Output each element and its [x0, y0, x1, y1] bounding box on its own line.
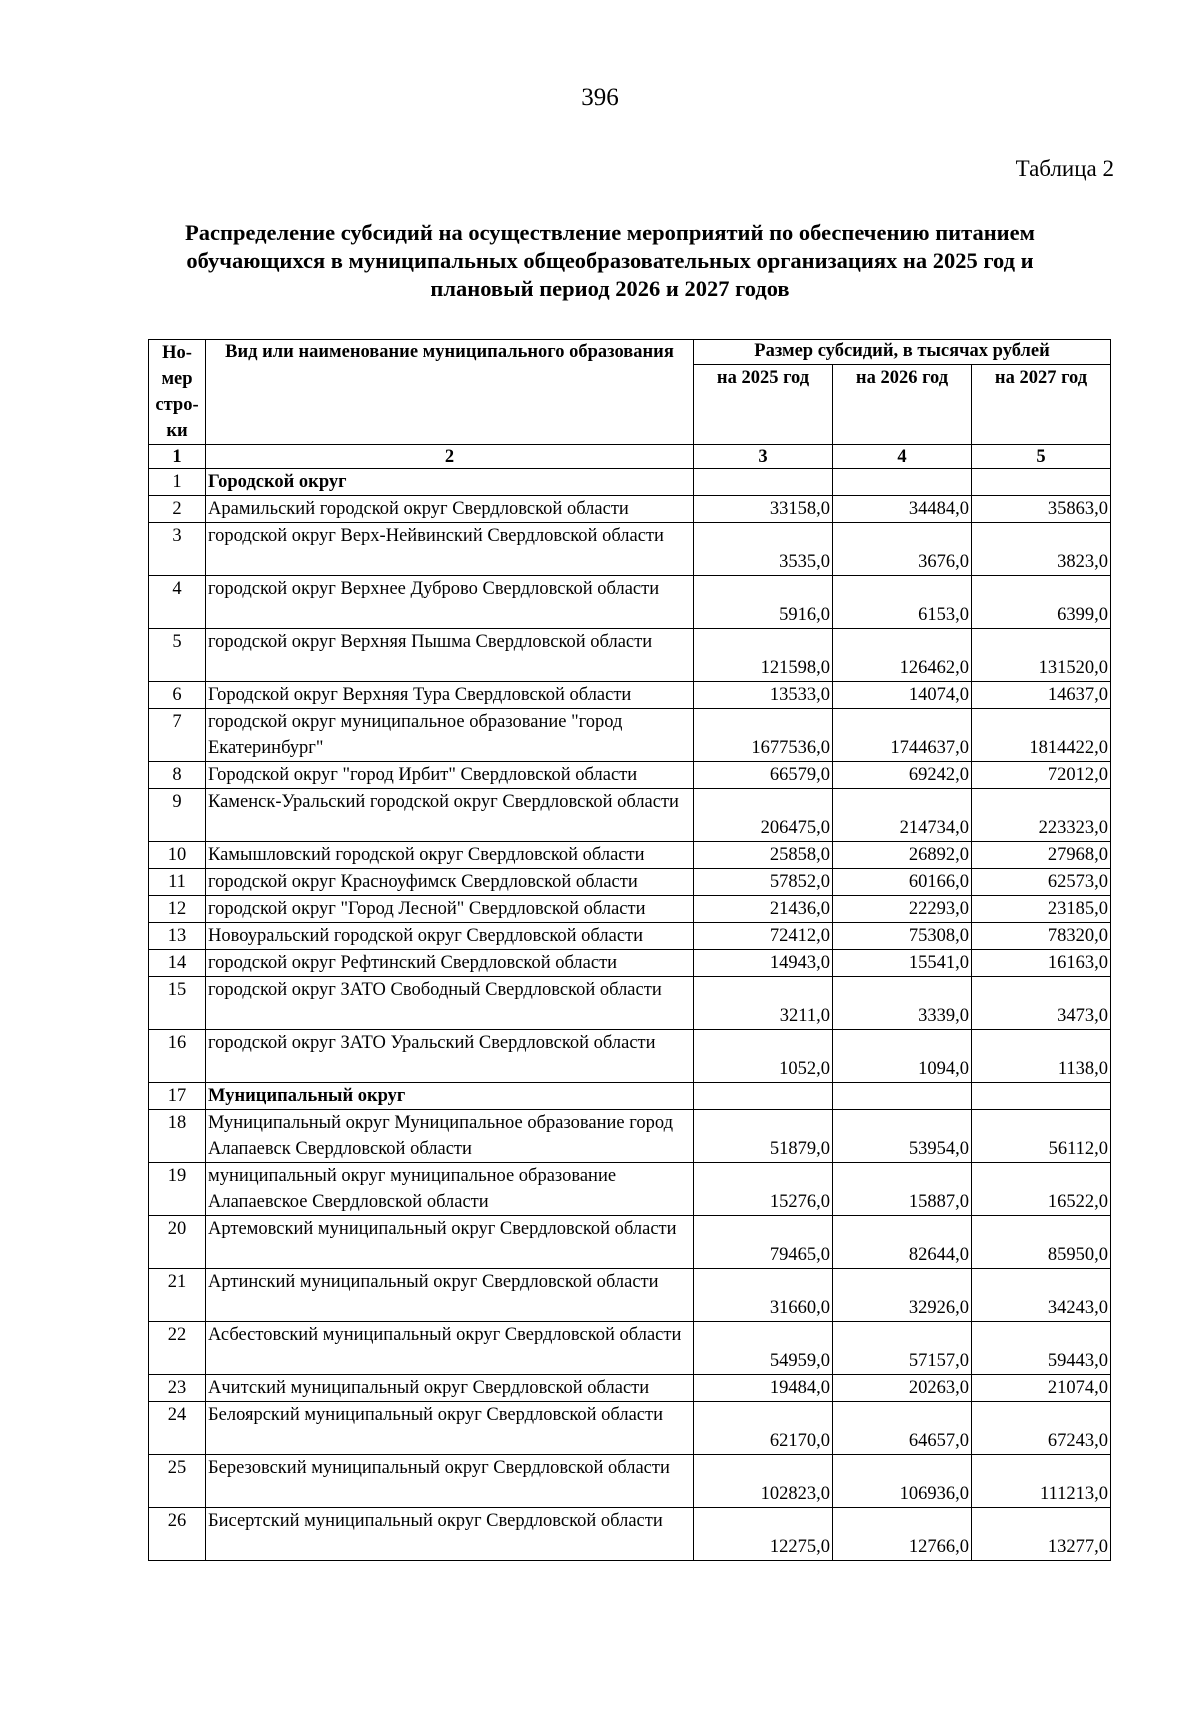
table-row [149, 1110, 1111, 1163]
table-row [149, 1322, 1111, 1375]
column-number: 4 [833, 445, 972, 469]
value-2027: 35863,0 [972, 496, 1111, 523]
municipality-name: Белоярский муниципальный округ Свердловской области [206, 1402, 694, 1455]
table-row [149, 950, 1111, 977]
table-row [149, 1402, 1111, 1455]
value-2027: 67243,0 [972, 1402, 1111, 1455]
column-number: 2 [206, 445, 694, 469]
value-2026: 69242,0 [833, 762, 972, 789]
row-number: 16 [149, 1030, 206, 1083]
value-2026: 3676,0 [833, 523, 972, 576]
municipality-name: городской округ Верх-Нейвинский Свердловской области [206, 523, 694, 576]
column-number: 3 [694, 445, 833, 469]
value-2026: 12766,0 [833, 1508, 972, 1561]
municipality-name: городской округ Верхнее Дуброво Свердловской области [206, 576, 694, 629]
value-2025: 66579,0 [694, 762, 833, 789]
row-number: 1 [149, 469, 206, 496]
section-row [149, 469, 1111, 496]
value-2026: 14074,0 [833, 682, 972, 709]
value-2025: 25858,0 [694, 842, 833, 869]
table-row [149, 842, 1111, 869]
row-number: 3 [149, 523, 206, 576]
header-amount-group: Размер субсидий, в тысячах рублей [694, 340, 1111, 365]
value-2027: 16163,0 [972, 950, 1111, 977]
table-row [149, 762, 1111, 789]
value-2027: 27968,0 [972, 842, 1111, 869]
row-number: 24 [149, 1402, 206, 1455]
value-2026: 57157,0 [833, 1322, 972, 1375]
row-number: 14 [149, 950, 206, 977]
value-2027: 223323,0 [972, 789, 1111, 842]
value-2027: 34243,0 [972, 1269, 1111, 1322]
value-2026: 82644,0 [833, 1216, 972, 1269]
municipality-name: городской округ муниципальное образование "город Екатеринбург" [206, 709, 694, 762]
value-2025: 31660,0 [694, 1269, 833, 1322]
municipality-name: Артинский муниципальный округ Свердловской области [206, 1269, 694, 1322]
value-2026: 75308,0 [833, 923, 972, 950]
table-row [149, 709, 1111, 762]
table-row [149, 1030, 1111, 1083]
row-number: 21 [149, 1269, 206, 1322]
table-row [149, 1455, 1111, 1508]
value-2026: 6153,0 [833, 576, 972, 629]
row-number: 12 [149, 896, 206, 923]
value-2026: 1094,0 [833, 1030, 972, 1083]
section-row [149, 1083, 1111, 1110]
value-2027: 21074,0 [972, 1375, 1111, 1402]
value-2026: 32926,0 [833, 1269, 972, 1322]
value-2025: 102823,0 [694, 1455, 833, 1508]
value-2026: 15887,0 [833, 1163, 972, 1216]
row-number: 17 [149, 1083, 206, 1110]
header-year-2025: на 2025 год [694, 364, 833, 444]
municipality-name: Арамильский городской округ Свердловской области [206, 496, 694, 523]
value-2026: 60166,0 [833, 869, 972, 896]
municipality-name: городской округ Верхняя Пышма Свердловской области [206, 629, 694, 682]
row-number: 26 [149, 1508, 206, 1561]
column-number: 5 [972, 445, 1111, 469]
value-2026: 53954,0 [833, 1110, 972, 1163]
value-2027: 1138,0 [972, 1030, 1111, 1083]
value-2025: 62170,0 [694, 1402, 833, 1455]
value-2025: 5916,0 [694, 576, 833, 629]
value-2025 [694, 469, 833, 496]
value-2025: 12275,0 [694, 1508, 833, 1561]
row-number: 5 [149, 629, 206, 682]
value-2026: 3339,0 [833, 977, 972, 1030]
municipality-name: Муниципальный округ Муниципальное образование город Алапаевск Свердловской области [206, 1110, 694, 1163]
value-2027: 14637,0 [972, 682, 1111, 709]
row-number: 7 [149, 709, 206, 762]
value-2025: 206475,0 [694, 789, 833, 842]
value-2025: 19484,0 [694, 1375, 833, 1402]
table-row [149, 977, 1111, 1030]
table-row [149, 789, 1111, 842]
row-number: 4 [149, 576, 206, 629]
municipality-name: городской округ "Город Лесной" Свердловской области [206, 896, 694, 923]
value-2027: 78320,0 [972, 923, 1111, 950]
table-header [149, 340, 1111, 445]
table-row [149, 576, 1111, 629]
value-2026 [833, 1083, 972, 1110]
table-row [149, 496, 1111, 523]
header-row-number: Но-мер стро-ки [149, 340, 206, 445]
value-2027: 16522,0 [972, 1163, 1111, 1216]
table-row [149, 1269, 1111, 1322]
row-number: 10 [149, 842, 206, 869]
value-2026: 34484,0 [833, 496, 972, 523]
row-number: 9 [149, 789, 206, 842]
row-number: 15 [149, 977, 206, 1030]
value-2025: 15276,0 [694, 1163, 833, 1216]
document-title: Распределение субсидий на осуществление мероприятий по обеспечению питанием обучающихся в муниципальных общеобразовательных организациях на 2025 год и плановый период 2026 и 2027 годов [185, 220, 1035, 301]
municipality-name: Березовский муниципальный округ Свердловской области [206, 1455, 694, 1508]
table-row [149, 523, 1111, 576]
row-number: 2 [149, 496, 206, 523]
municipality-name: Камышловский городской округ Свердловской области [206, 842, 694, 869]
row-number: 20 [149, 1216, 206, 1269]
value-2026: 106936,0 [833, 1455, 972, 1508]
municipality-name: Артемовский муниципальный округ Свердловской области [206, 1216, 694, 1269]
column-number: 1 [149, 445, 206, 469]
municipality-name: Муниципальный округ [206, 1083, 694, 1110]
subsidies-table [148, 339, 1111, 1561]
table-row [149, 896, 1111, 923]
row-number: 23 [149, 1375, 206, 1402]
value-2027: 23185,0 [972, 896, 1111, 923]
value-2025: 3211,0 [694, 977, 833, 1030]
municipality-name: Асбестовский муниципальный округ Свердловской области [206, 1322, 694, 1375]
header-name: Вид или наименование муниципального образования [206, 340, 694, 445]
value-2026: 15541,0 [833, 950, 972, 977]
value-2026: 64657,0 [833, 1402, 972, 1455]
row-number: 22 [149, 1322, 206, 1375]
value-2025: 51879,0 [694, 1110, 833, 1163]
value-2025: 72412,0 [694, 923, 833, 950]
municipality-name: Городской округ Верхняя Тура Свердловской области [206, 682, 694, 709]
table-body [149, 445, 1111, 1561]
value-2025: 57852,0 [694, 869, 833, 896]
value-2026: 20263,0 [833, 1375, 972, 1402]
value-2027 [972, 469, 1111, 496]
table-row [149, 923, 1111, 950]
municipality-name: городской округ Красноуфимск Свердловской области [206, 869, 694, 896]
table-row [149, 869, 1111, 896]
value-2026: 214734,0 [833, 789, 972, 842]
value-2027: 62573,0 [972, 869, 1111, 896]
value-2027: 13277,0 [972, 1508, 1111, 1561]
table-row [149, 1375, 1111, 1402]
page-number: 396 [581, 84, 619, 111]
value-2025: 3535,0 [694, 523, 833, 576]
row-number: 8 [149, 762, 206, 789]
value-2025: 1677536,0 [694, 709, 833, 762]
table-row [149, 682, 1111, 709]
column-numbers-row [149, 445, 1111, 469]
value-2025: 21436,0 [694, 896, 833, 923]
municipality-name: Каменск-Уральский городской округ Свердловской области [206, 789, 694, 842]
row-number: 19 [149, 1163, 206, 1216]
municipality-name: городской округ Рефтинский Свердловской области [206, 950, 694, 977]
value-2025: 121598,0 [694, 629, 833, 682]
table-label: Таблица 2 [1015, 156, 1114, 181]
value-2027: 59443,0 [972, 1322, 1111, 1375]
value-2027: 1814422,0 [972, 709, 1111, 762]
row-number: 6 [149, 682, 206, 709]
header-year-2026: на 2026 год [833, 364, 972, 444]
table-row [149, 629, 1111, 682]
municipality-name: Ачитский муниципальный округ Свердловской области [206, 1375, 694, 1402]
value-2027: 72012,0 [972, 762, 1111, 789]
value-2026: 126462,0 [833, 629, 972, 682]
value-2027: 6399,0 [972, 576, 1111, 629]
value-2026: 22293,0 [833, 896, 972, 923]
municipality-name: Новоуральский городской округ Свердловской области [206, 923, 694, 950]
value-2026: 26892,0 [833, 842, 972, 869]
value-2027: 85950,0 [972, 1216, 1111, 1269]
municipality-name: городской округ ЗАТО Свободный Свердловской области [206, 977, 694, 1030]
row-number: 13 [149, 923, 206, 950]
table-row [149, 1163, 1111, 1216]
value-2026: 1744637,0 [833, 709, 972, 762]
municipality-name: Городской округ "город Ирбит" Свердловской области [206, 762, 694, 789]
value-2027 [972, 1083, 1111, 1110]
municipality-name: муниципальный округ муниципальное образование Алапаевское Свердловской области [206, 1163, 694, 1216]
value-2027: 3823,0 [972, 523, 1111, 576]
value-2025: 33158,0 [694, 496, 833, 523]
value-2026 [833, 469, 972, 496]
value-2025: 1052,0 [694, 1030, 833, 1083]
header-year-2027: на 2027 год [972, 364, 1111, 444]
value-2025: 54959,0 [694, 1322, 833, 1375]
municipality-name: Городской округ [206, 469, 694, 496]
row-number: 25 [149, 1455, 206, 1508]
value-2025: 79465,0 [694, 1216, 833, 1269]
value-2027: 111213,0 [972, 1455, 1111, 1508]
value-2027: 56112,0 [972, 1110, 1111, 1163]
value-2025 [694, 1083, 833, 1110]
value-2027: 3473,0 [972, 977, 1111, 1030]
municipality-name: Бисертский муниципальный округ Свердловской области [206, 1508, 694, 1561]
table-row [149, 1216, 1111, 1269]
value-2025: 14943,0 [694, 950, 833, 977]
municipality-name: городской округ ЗАТО Уральский Свердловской области [206, 1030, 694, 1083]
row-number: 18 [149, 1110, 206, 1163]
value-2027: 131520,0 [972, 629, 1111, 682]
value-2025: 13533,0 [694, 682, 833, 709]
row-number: 11 [149, 869, 206, 896]
table-row [149, 1508, 1111, 1561]
